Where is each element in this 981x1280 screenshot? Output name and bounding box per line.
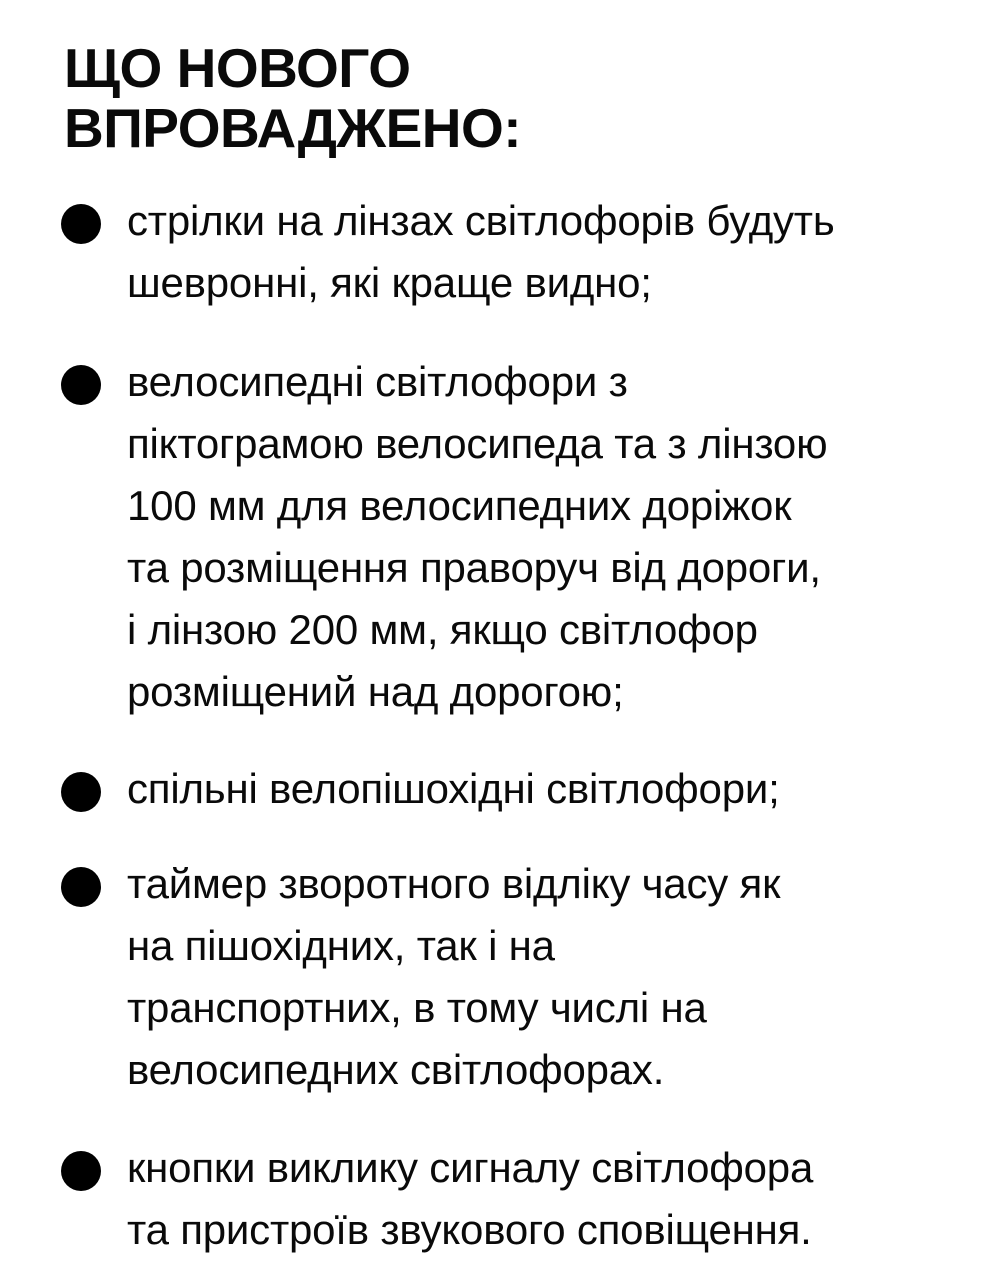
list-item-line: кнопки виклику сигналу світлофора <box>127 1144 814 1191</box>
title-line: ЩО НОВОГО <box>64 37 411 99</box>
list-item-text <box>127 758 957 820</box>
list-item-line: спільні велопішохідні світлофори; <box>127 765 780 812</box>
list-item-line: і лінзою 200 мм, якщо світлофор <box>127 606 758 653</box>
list-item-text <box>127 190 957 314</box>
list-item-text <box>127 351 957 723</box>
list-item-line: таймер зворотного відліку часу як <box>127 860 781 907</box>
bullet-icon <box>61 772 101 812</box>
list-item-line: піктограмою велосипеда та з лінзою <box>127 420 828 467</box>
list-item-line: стрілки на лінзах світлофорів будуть <box>127 197 835 244</box>
page-title <box>64 38 521 158</box>
list-item-line: велосипедних світлофорах. <box>127 1046 665 1093</box>
title-line: ВПРОВАДЖЕНО: <box>64 97 522 159</box>
list-item-text <box>127 853 957 1101</box>
bullet-icon <box>61 867 101 907</box>
list-item-text <box>127 1137 957 1261</box>
list-item-line: 100 мм для велосипедних доріжок <box>127 482 792 529</box>
list-item-line: транспортних, в тому числі на <box>127 984 707 1031</box>
bullet-icon <box>61 365 101 405</box>
list-item-line: та розміщення праворуч від дороги, <box>127 544 821 591</box>
list-item-line: шевронні, які краще видно; <box>127 259 652 306</box>
bullet-icon <box>61 1151 101 1191</box>
list-item-line: на пішохідних, так і на <box>127 922 555 969</box>
list-item-line: та пристроїв звукового сповіщення. <box>127 1206 812 1253</box>
list-item-line: велосипедні світлофори з <box>127 358 628 405</box>
bullet-icon <box>61 204 101 244</box>
list-item-line: розміщений над дорогою; <box>127 668 624 715</box>
